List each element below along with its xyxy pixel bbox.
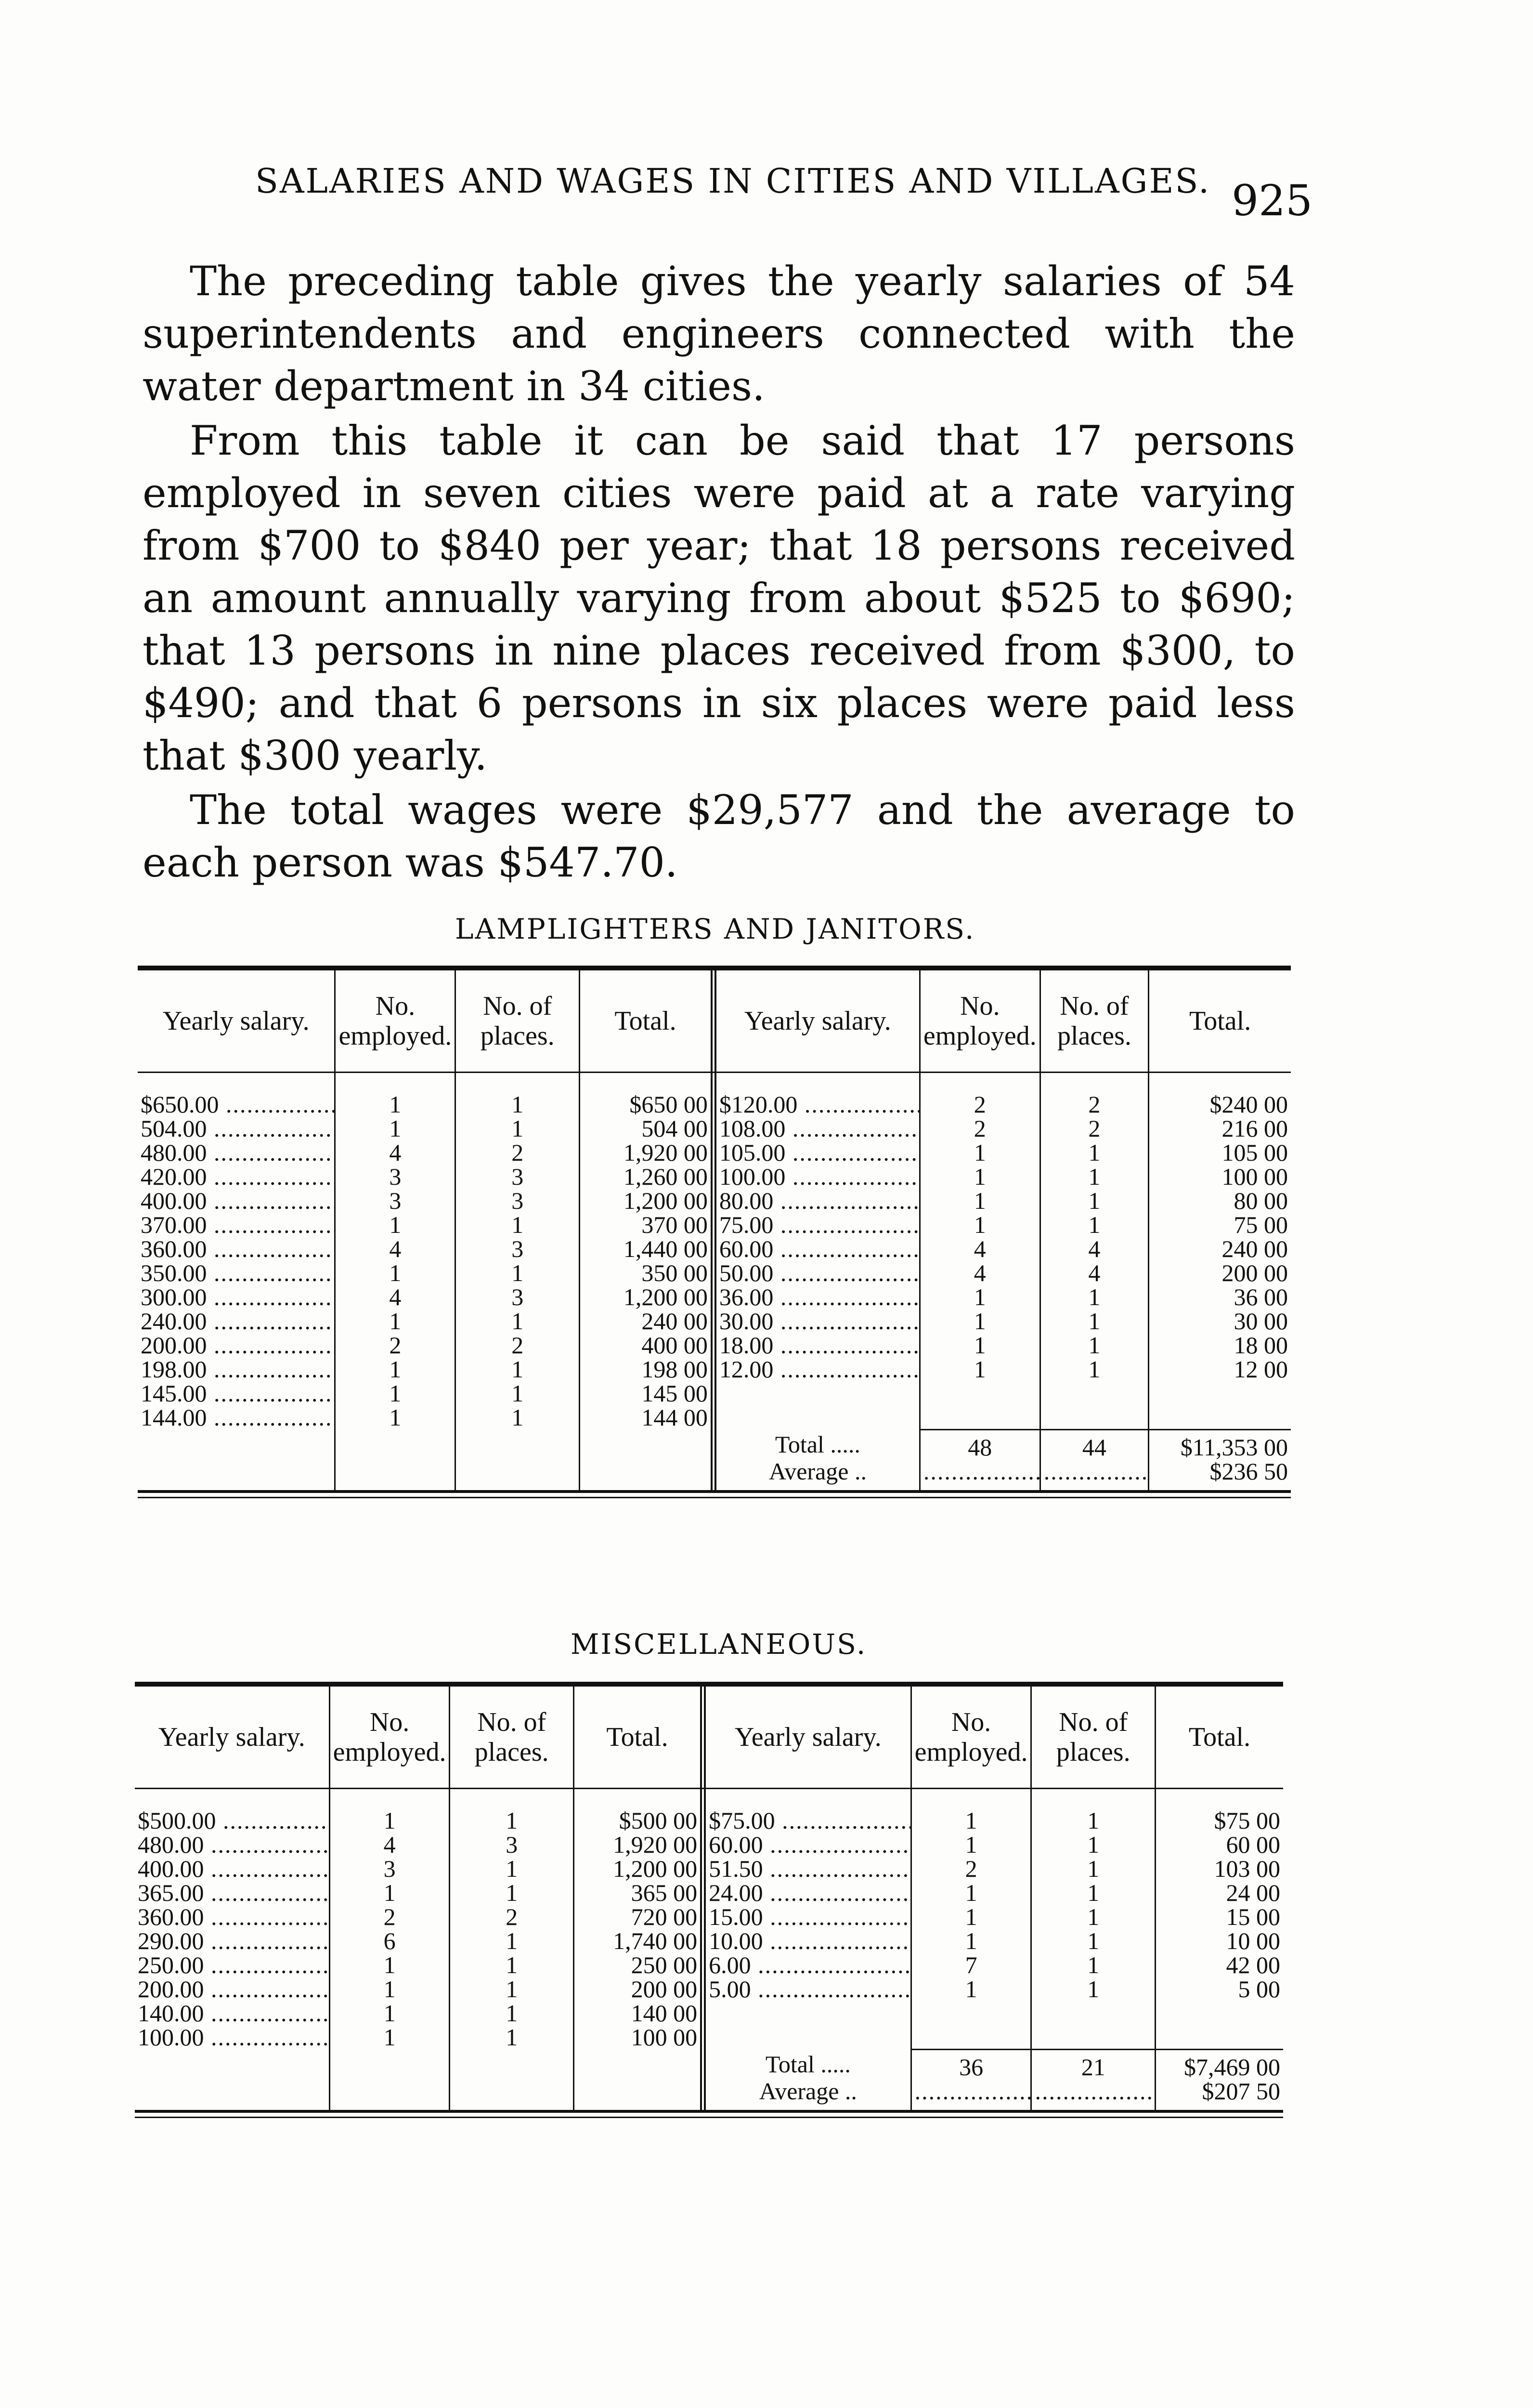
salary-cell: $650.00 ..... — [138, 1073, 335, 1116]
places-cell: 4 — [1040, 1261, 1148, 1285]
employed-cell: 1 — [335, 1116, 455, 1140]
places-cell: 1 — [455, 1381, 580, 1405]
col-header: No. employed. — [911, 1687, 1031, 1788]
col-header: No. of places. — [450, 1687, 573, 1788]
salary-cell: 400.00 ..... — [138, 1189, 335, 1213]
employed-cell: 1 — [920, 1333, 1040, 1357]
employed-cell: 4 — [335, 1140, 455, 1165]
places-cell — [1031, 2025, 1155, 2049]
places-cell: 1 — [450, 1929, 573, 1953]
col-header: Total. — [1155, 1687, 1283, 1788]
places-cell: 1 — [1040, 1189, 1148, 1213]
salary-cell: 51.50 ..... — [703, 1857, 911, 1881]
rule — [138, 1490, 1291, 1493]
employed-cell: 2 — [329, 1905, 450, 1929]
total-cell: 5 00 — [1155, 1977, 1283, 2001]
places-cell: 1 — [450, 1881, 573, 1905]
table-row — [135, 1953, 1283, 1977]
total-cell: 140 00 — [573, 2001, 703, 2025]
table-row — [138, 1140, 1291, 1165]
places-cell: 2 — [450, 1905, 573, 1929]
total-cell: 10 00 — [1155, 1929, 1283, 1953]
total-employed: 36 — [911, 2049, 1031, 2079]
places-cell: 1 — [455, 1309, 580, 1333]
page-number: 925 — [1232, 176, 1312, 225]
table-row — [138, 1357, 1291, 1381]
employed-cell: 1 — [911, 1905, 1031, 1929]
salary-cell — [714, 1405, 920, 1429]
employed-cell: 2 — [920, 1073, 1040, 1116]
salary-cell: 365.00 ..... — [135, 1881, 329, 1905]
total-cell: 18 00 — [1149, 1333, 1291, 1357]
table-row — [135, 1977, 1283, 2001]
paragraph: The preceding table gives the yearly salaries of 54 superintendents and engineers connected with the water department in 34 cities. — [143, 258, 1295, 410]
table-title-lamplighters: LAMPLIGHTERS AND JANITORS. — [455, 913, 975, 945]
salary-cell: 140.00 ..... — [135, 2001, 329, 2025]
employed-cell: 1 — [329, 2025, 450, 2049]
places-cell: 2 — [455, 1333, 580, 1357]
total-cell: 75 00 — [1149, 1213, 1291, 1237]
salary-cell: 10.00 ..... — [703, 1929, 911, 1953]
total-places: 21 — [1031, 2049, 1155, 2079]
total-cell: 1,920 00 — [580, 1140, 714, 1165]
places-cell: 1 — [455, 1073, 580, 1116]
places-cell: 1 — [1040, 1333, 1148, 1357]
employed-cell: 1 — [335, 1357, 455, 1381]
employed-cell: 1 — [920, 1357, 1040, 1381]
table-row — [138, 1116, 1291, 1140]
places-cell: 2 — [1040, 1073, 1148, 1116]
running-head: SALARIES AND WAGES IN CITIES AND VILLAGES. — [255, 161, 1211, 201]
employed-cell: 7 — [911, 1953, 1031, 1977]
total-cell: 1,200 00 — [580, 1189, 714, 1213]
places-cell: 3 — [455, 1285, 580, 1309]
salary-cell: 36.00 ..... — [714, 1285, 920, 1309]
total-employed: 48 — [920, 1429, 1040, 1459]
table-row — [135, 2025, 1283, 2049]
places-cell: 1 — [450, 1789, 573, 1832]
total-cell: 240 00 — [580, 1309, 714, 1333]
salary-cell: 250.00 ..... — [135, 1953, 329, 1977]
total-cell: 100 00 — [1149, 1165, 1291, 1189]
table-row — [135, 2001, 1283, 2025]
employed-cell: 2 — [911, 1857, 1031, 1881]
total-cell: 400 00 — [580, 1333, 714, 1357]
salary-cell: $120.00 ..... — [714, 1073, 920, 1116]
total-cell — [1149, 1405, 1291, 1429]
total-cell: 1,200 00 — [573, 1857, 703, 1881]
places-cell — [1031, 2001, 1155, 2025]
salary-cell: 100.00 ..... — [714, 1165, 920, 1189]
total-label: Total ..... — [703, 2049, 911, 2079]
places-cell: 1 — [1031, 1857, 1155, 1881]
table-row — [138, 1405, 1291, 1429]
employed-cell: 4 — [329, 1832, 450, 1857]
salary-cell: 18.00 ..... — [714, 1333, 920, 1357]
col-header: No. employed. — [920, 970, 1040, 1072]
total-cell: 103 00 — [1155, 1857, 1283, 1881]
salary-cell: 360.00 ..... — [135, 1905, 329, 1929]
table-title-miscellaneous: MISCELLANEOUS. — [571, 1628, 867, 1661]
employed-cell: 1 — [329, 2001, 450, 2025]
table-row — [135, 1857, 1283, 1881]
total-cell: 36 00 — [1149, 1285, 1291, 1309]
table-row — [138, 1189, 1291, 1213]
salary-cell: 400.00 ..... — [135, 1857, 329, 1881]
total-cell: 200 00 — [1149, 1261, 1291, 1285]
places-cell: 1 — [1031, 1929, 1155, 1953]
employed-cell: 1 — [329, 1881, 450, 1905]
employed-cell: 1 — [920, 1213, 1040, 1237]
average-label: Average .. — [703, 2079, 911, 2110]
table-row — [135, 1929, 1283, 1953]
col-header: No. of places. — [455, 970, 580, 1072]
table-row — [138, 1165, 1291, 1189]
table-miscellaneous — [135, 1682, 1283, 2118]
employed-cell: 1 — [329, 1953, 450, 1977]
employed-cell: 6 — [329, 1929, 450, 1953]
employed-cell: 1 — [920, 1309, 1040, 1333]
total-cell: 105 00 — [1149, 1140, 1291, 1165]
salary-cell: 480.00 ..... — [138, 1140, 335, 1165]
col-header: Total. — [580, 970, 714, 1072]
salary-cell: 370.00 ..... — [138, 1213, 335, 1237]
employed-cell: 4 — [920, 1237, 1040, 1261]
salary-cell: $75.00 ..... — [703, 1789, 911, 1832]
places-cell: 3 — [455, 1189, 580, 1213]
salary-cell: 504.00 ..... — [138, 1116, 335, 1140]
places-cell: 1 — [1031, 1905, 1155, 1929]
salary-cell: 24.00 ..... — [703, 1881, 911, 1905]
places-cell: 1 — [450, 2025, 573, 2049]
employed-cell: 1 — [335, 1073, 455, 1116]
paragraph: From this table it can be said that 17 persons employed in seven cities were paid at a rate varying from $700 to $840 per year; that 18 persons received an amount annually varying from about $525 to $690; that 13 persons in nine places received from $300, to $490; and that 6 persons in six places were paid less that $300 yearly. — [143, 417, 1295, 779]
table-row — [135, 1905, 1283, 1929]
places-cell: 1 — [1040, 1165, 1148, 1189]
total-cell: 1,740 00 — [573, 1929, 703, 1953]
salary-cell: 360.00 ..... — [138, 1237, 335, 1261]
employed-cell: 3 — [335, 1165, 455, 1189]
places-cell: 1 — [450, 2001, 573, 2025]
table-row — [138, 1333, 1291, 1357]
salary-cell: 12.00 ..... — [714, 1357, 920, 1381]
total-cell: 198 00 — [580, 1357, 714, 1381]
employed-cell: 1 — [911, 1929, 1031, 1953]
total-cell: 60 00 — [1155, 1832, 1283, 1857]
employed-cell — [920, 1381, 1040, 1405]
rule — [138, 966, 1291, 970]
employed-cell: 3 — [335, 1189, 455, 1213]
total-cell: $75 00 — [1155, 1789, 1283, 1832]
table-row — [138, 1237, 1291, 1261]
salary-cell — [703, 2001, 911, 2025]
salary-cell — [714, 1381, 920, 1405]
places-cell: 1 — [1040, 1140, 1148, 1165]
salary-cell: 108.00 ..... — [714, 1116, 920, 1140]
places-cell: 1 — [1040, 1285, 1148, 1309]
places-cell — [1040, 1381, 1148, 1405]
employed-cell: 1 — [911, 1789, 1031, 1832]
total-cell: 1,200 00 — [580, 1285, 714, 1309]
places-cell: 1 — [450, 1977, 573, 2001]
col-header: Total. — [1149, 970, 1291, 1072]
dot-leader — [911, 2079, 1031, 2110]
total-cell: 24 00 — [1155, 1881, 1283, 1905]
salary-cell: 80.00 ..... — [714, 1189, 920, 1213]
places-cell: 3 — [455, 1165, 580, 1189]
employed-cell: 4 — [335, 1285, 455, 1309]
places-cell: 1 — [1040, 1309, 1148, 1333]
salary-cell: 480.00 ..... — [135, 1832, 329, 1857]
salary-cell: 6.00 ..... — [703, 1953, 911, 1977]
places-cell: 3 — [450, 1832, 573, 1857]
rule — [135, 2110, 1283, 2113]
total-cell: 30 00 — [1149, 1309, 1291, 1333]
average-amount: $207 50 — [1155, 2079, 1283, 2110]
table-row — [138, 1285, 1291, 1309]
employed-cell — [911, 2025, 1031, 2049]
employed-cell: 1 — [335, 1381, 455, 1405]
rule — [135, 2117, 1283, 2118]
salary-cell: 198.00 ..... — [138, 1357, 335, 1381]
total-cell: 504 00 — [580, 1116, 714, 1140]
dot-leader — [1031, 2079, 1155, 2110]
places-cell: 1 — [455, 1213, 580, 1237]
total-cell: 100 00 — [573, 2025, 703, 2049]
employed-cell — [911, 2001, 1031, 2025]
total-cell: 216 00 — [1149, 1116, 1291, 1140]
total-places: 44 — [1040, 1429, 1148, 1459]
places-cell — [1040, 1405, 1148, 1429]
prose-body — [143, 255, 1295, 891]
employed-cell: 1 — [911, 1977, 1031, 2001]
rule — [138, 1497, 1291, 1498]
total-cell: 365 00 — [573, 1881, 703, 1905]
salary-cell: 105.00 ..... — [714, 1140, 920, 1165]
salary-cell: 75.00 ..... — [714, 1213, 920, 1237]
total-amount: $7,469 00 — [1155, 2049, 1283, 2079]
total-cell: 15 00 — [1155, 1905, 1283, 1929]
total-cell — [1155, 2025, 1283, 2049]
col-header: Yearly salary. — [158, 1722, 305, 1752]
employed-cell: 3 — [329, 1857, 450, 1881]
table-row — [138, 1261, 1291, 1285]
salary-cell: 200.00 ..... — [138, 1333, 335, 1357]
total-cell: 240 00 — [1149, 1237, 1291, 1261]
total-cell: 200 00 — [573, 1977, 703, 2001]
places-cell: 4 — [1040, 1237, 1148, 1261]
total-cell: 350 00 — [580, 1261, 714, 1285]
total-cell: $500 00 — [573, 1789, 703, 1832]
employed-cell: 1 — [911, 1881, 1031, 1905]
col-header: No. employed. — [335, 970, 455, 1072]
total-cell: $650 00 — [580, 1073, 714, 1116]
col-header: No. employed. — [329, 1687, 450, 1788]
employed-cell: 1 — [335, 1261, 455, 1285]
table-row — [138, 1381, 1291, 1405]
employed-cell: 1 — [920, 1140, 1040, 1165]
total-label: Total ..... — [714, 1429, 920, 1459]
salary-cell: 144.00 ..... — [138, 1405, 335, 1429]
paragraph: The total wages were $29,577 and the average to each person was $547.70. — [143, 786, 1295, 886]
employed-cell: 1 — [329, 1977, 450, 2001]
total-cell: 144 00 — [580, 1405, 714, 1429]
employed-cell — [920, 1405, 1040, 1429]
places-cell: 1 — [455, 1357, 580, 1381]
dot-leader — [920, 1459, 1040, 1490]
employed-cell: 1 — [920, 1285, 1040, 1309]
total-cell: 1,920 00 — [573, 1832, 703, 1857]
col-header: No. of places. — [1031, 1687, 1155, 1788]
salary-cell: 15.00 ..... — [703, 1905, 911, 1929]
employed-cell: 2 — [920, 1116, 1040, 1140]
salary-cell: 100.00 ..... — [135, 2025, 329, 2049]
col-header: Yearly salary. — [714, 970, 920, 1072]
table-row — [138, 1073, 1291, 1116]
salary-cell: $500.00 ..... — [135, 1789, 329, 1832]
table-row — [135, 1789, 1283, 1832]
total-cell: 42 00 — [1155, 1953, 1283, 1977]
salary-cell: 300.00 ..... — [138, 1285, 335, 1309]
dot-leader — [1040, 1459, 1148, 1490]
salary-cell: 60.00 ..... — [714, 1237, 920, 1261]
total-cell — [1155, 2001, 1283, 2025]
total-cell — [1149, 1381, 1291, 1405]
total-cell: 1,260 00 — [580, 1165, 714, 1189]
table-row — [135, 1881, 1283, 1905]
places-cell: 2 — [455, 1140, 580, 1165]
total-cell: 145 00 — [580, 1381, 714, 1405]
places-cell: 1 — [1031, 1789, 1155, 1832]
average-amount: $236 50 — [1149, 1459, 1291, 1490]
places-cell: 1 — [1040, 1213, 1148, 1237]
places-cell: 1 — [455, 1261, 580, 1285]
places-cell: 1 — [1031, 1953, 1155, 1977]
total-cell: 80 00 — [1149, 1189, 1291, 1213]
employed-cell: 1 — [329, 1789, 450, 1832]
total-cell: 1,440 00 — [580, 1237, 714, 1261]
total-cell: $240 00 — [1149, 1073, 1291, 1116]
places-cell: 1 — [450, 1857, 573, 1881]
table-row — [138, 1213, 1291, 1237]
places-cell: 1 — [455, 1116, 580, 1140]
salary-cell: 350.00 ..... — [138, 1261, 335, 1285]
total-cell: 370 00 — [580, 1213, 714, 1237]
salary-cell: 145.00 ..... — [138, 1381, 335, 1405]
places-cell: 1 — [1031, 1832, 1155, 1857]
total-cell: 250 00 — [573, 1953, 703, 1977]
total-cell: 12 00 — [1149, 1357, 1291, 1381]
salary-cell: 290.00 ..... — [135, 1929, 329, 1953]
total-cell: 720 00 — [573, 1905, 703, 1929]
salary-cell: 60.00 ..... — [703, 1832, 911, 1857]
salary-cell: 420.00 ..... — [138, 1165, 335, 1189]
salary-cell: 30.00 ..... — [714, 1309, 920, 1333]
employed-cell: 1 — [335, 1213, 455, 1237]
col-header: Yearly salary. — [703, 1687, 911, 1788]
employed-cell: 1 — [911, 1832, 1031, 1857]
places-cell: 1 — [1031, 1977, 1155, 2001]
places-cell: 1 — [455, 1405, 580, 1429]
total-amount: $11,353 00 — [1149, 1429, 1291, 1459]
salary-cell: 5.00 ..... — [703, 1977, 911, 2001]
salary-cell: 200.00 ..... — [135, 1977, 329, 2001]
employed-cell: 4 — [335, 1237, 455, 1261]
employed-cell: 4 — [920, 1261, 1040, 1285]
table-row — [138, 1309, 1291, 1333]
rule — [135, 1682, 1283, 1687]
employed-cell: 1 — [335, 1309, 455, 1333]
salary-cell — [703, 2025, 911, 2049]
employed-cell: 1 — [920, 1165, 1040, 1189]
col-header: Yearly salary. — [162, 1006, 310, 1036]
places-cell: 3 — [455, 1237, 580, 1261]
col-header: Total. — [573, 1687, 703, 1788]
table-lamplighters — [138, 966, 1291, 1498]
employed-cell: 1 — [920, 1189, 1040, 1213]
places-cell: 1 — [1040, 1357, 1148, 1381]
places-cell: 2 — [1040, 1116, 1148, 1140]
places-cell: 1 — [450, 1953, 573, 1977]
col-header: No. of places. — [1040, 970, 1148, 1072]
salary-cell: 50.00 ..... — [714, 1261, 920, 1285]
salary-cell: 240.00 ..... — [138, 1309, 335, 1333]
employed-cell: 1 — [335, 1405, 455, 1429]
table-row — [135, 1832, 1283, 1857]
places-cell: 1 — [1031, 1881, 1155, 1905]
average-label: Average .. — [714, 1459, 920, 1490]
employed-cell: 2 — [335, 1333, 455, 1357]
